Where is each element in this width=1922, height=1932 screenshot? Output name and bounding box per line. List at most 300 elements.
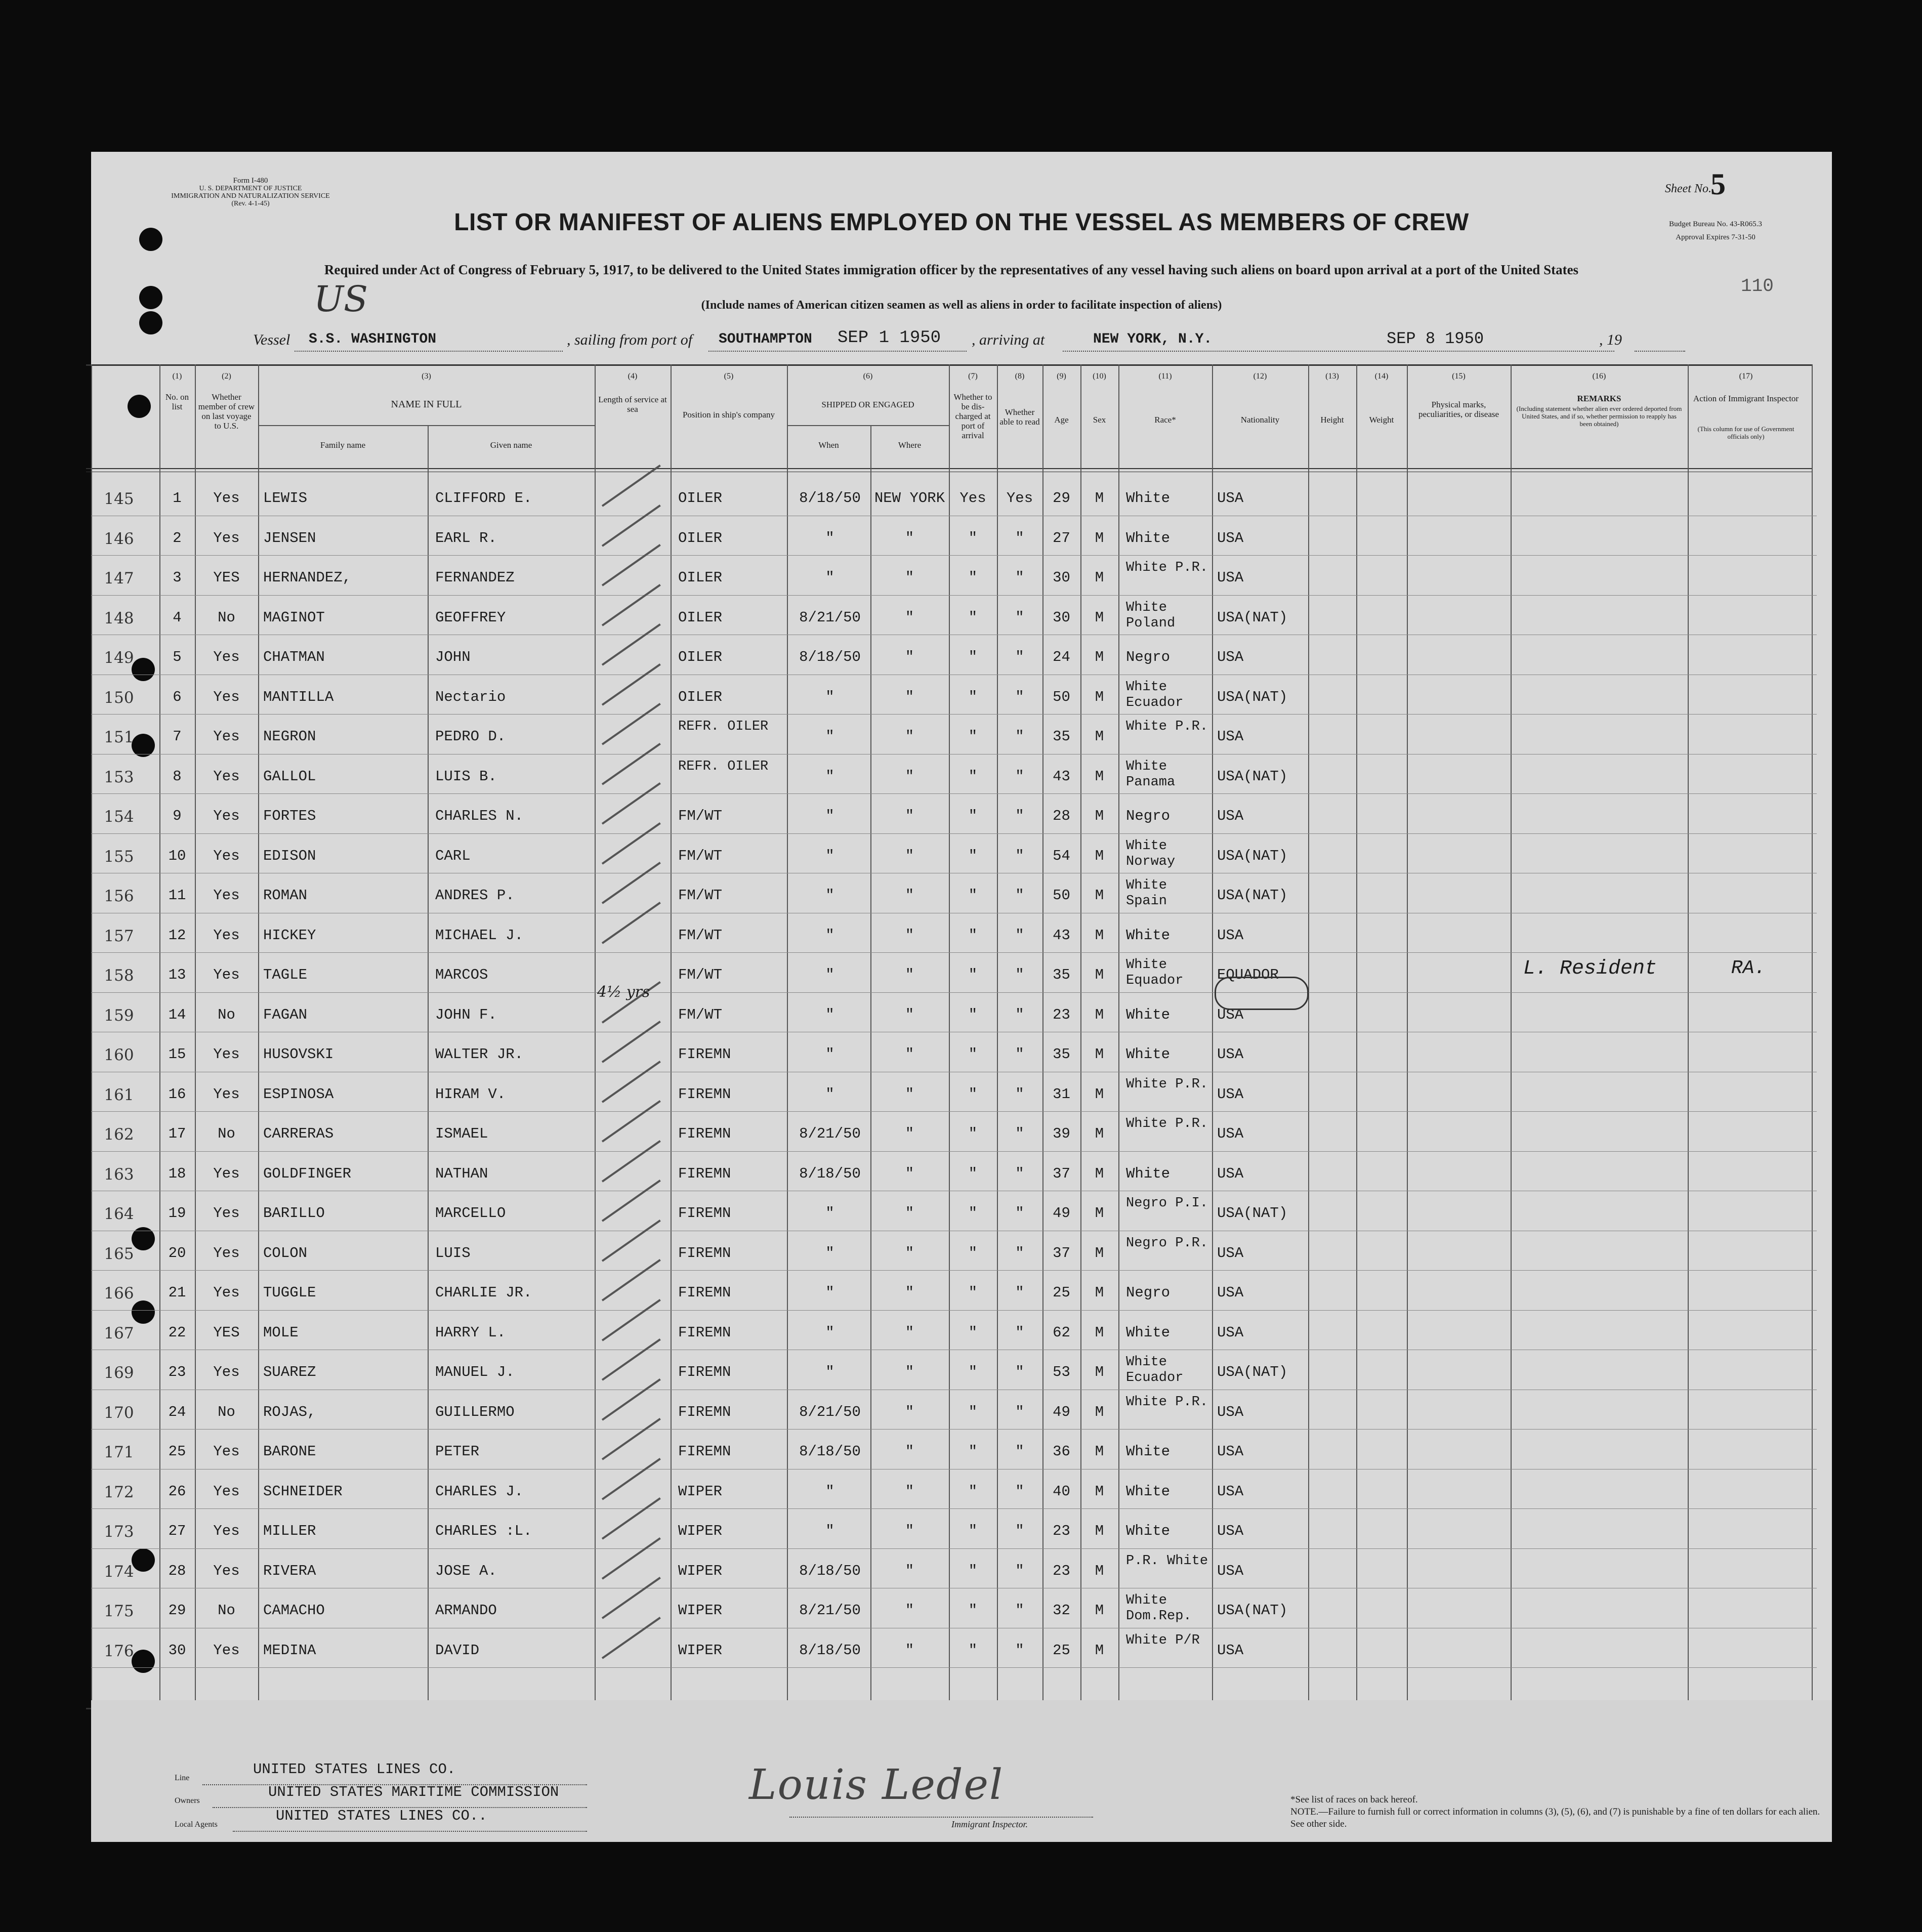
nationality-cell: USA xyxy=(1217,649,1244,665)
discharged-cell: " xyxy=(968,927,978,944)
punch-hole xyxy=(132,1300,155,1324)
able-read-cell: " xyxy=(1015,1642,1024,1659)
able-read-cell: " xyxy=(1015,688,1024,705)
nationality-cell: USA xyxy=(1217,1443,1244,1460)
column-rule xyxy=(671,364,672,1708)
pencil-slash-mark xyxy=(602,703,661,745)
header-position: Position in ship's company xyxy=(682,410,775,419)
given-name-cell: MARCOS xyxy=(435,967,488,983)
prev-voyage-cell: Yes xyxy=(213,1642,240,1659)
nationality-cell: USA xyxy=(1217,1006,1244,1023)
header-shipped-engaged: SHIPPED OR ENGAGED xyxy=(821,400,914,409)
shipped-when-cell: " xyxy=(825,1364,834,1380)
shipped-where-cell: " xyxy=(905,887,914,904)
position-cell: FIREMN xyxy=(678,1324,731,1341)
given-name-cell: DAVID xyxy=(435,1642,480,1659)
given-name-cell: CARL xyxy=(435,847,471,864)
given-name-cell: MARCELLO xyxy=(435,1205,506,1222)
nationality-cell: USA xyxy=(1217,569,1244,586)
race-cell: White Spain xyxy=(1126,878,1167,909)
shipped-when-cell: " xyxy=(825,1284,834,1301)
age-cell: 29 xyxy=(1053,490,1070,507)
shipped-when-cell: 8/18/50 xyxy=(799,1165,861,1182)
col-num: (2) xyxy=(222,372,231,381)
column-rule xyxy=(1356,364,1357,1708)
given-name-cell: CLIFFORD E. xyxy=(435,490,532,507)
shipped-when-cell: " xyxy=(825,1046,834,1063)
discharged-cell: " xyxy=(968,1085,978,1103)
prev-voyage-cell: No xyxy=(218,1125,235,1142)
age-cell: 36 xyxy=(1053,1443,1070,1460)
position-cell: OILER xyxy=(678,609,723,626)
prev-voyage-cell: Yes xyxy=(213,1443,240,1460)
line-number: 163 xyxy=(104,1165,134,1184)
column-rule xyxy=(1511,364,1512,1708)
pencil-slash-mark xyxy=(602,1617,661,1659)
shipped-where-cell: NEW YORK xyxy=(874,490,945,507)
column-rule xyxy=(997,364,998,1708)
pencil-slash-mark xyxy=(602,902,661,944)
family-name-cell: CHATMAN xyxy=(263,649,325,665)
age-cell: 49 xyxy=(1053,1205,1070,1222)
nationality-cell: USA xyxy=(1217,1165,1244,1182)
shipped-when-cell: 8/21/50 xyxy=(799,609,861,626)
sex-cell: M xyxy=(1095,1602,1104,1619)
line-number: 174 xyxy=(104,1562,134,1581)
row-number: 14 xyxy=(168,1006,186,1023)
prev-voyage-cell: Yes xyxy=(213,1483,240,1500)
discharged-cell: " xyxy=(968,1642,978,1659)
form-number: Form I-480 xyxy=(233,177,268,185)
shipped-when-cell: " xyxy=(825,1006,834,1023)
position-cell: FIREMN xyxy=(678,1443,731,1460)
family-name-cell: JENSEN xyxy=(263,529,316,547)
able-read-cell: " xyxy=(1015,609,1024,626)
age-cell: 25 xyxy=(1053,1284,1070,1301)
pencil-slash-mark xyxy=(602,1418,661,1460)
position-cell: FIREMN xyxy=(678,1125,731,1142)
position-cell: FM/WT xyxy=(678,808,723,824)
form-revision: (Rev. 4-1-45) xyxy=(231,200,270,207)
position-cell: OILER xyxy=(678,529,723,547)
race-cell: White Dom.Rep. xyxy=(1126,1593,1192,1624)
family-name-cell: BARILLO xyxy=(263,1205,325,1222)
prev-voyage-cell: No xyxy=(218,1602,235,1619)
shipped-where-cell: " xyxy=(905,1642,914,1659)
discharged-cell: " xyxy=(968,1443,978,1460)
family-name-cell: ROMAN xyxy=(263,887,308,904)
nationality-cell: USA xyxy=(1217,927,1244,944)
prev-voyage-cell: Yes xyxy=(213,490,240,507)
owners-label: Owners xyxy=(175,1796,200,1805)
able-read-cell: " xyxy=(1015,1244,1024,1262)
able-read-cell: " xyxy=(1015,1205,1024,1222)
family-name-cell: COLON xyxy=(263,1244,308,1262)
form-identifier xyxy=(167,177,334,207)
inspector-signature: Louis Ledel xyxy=(749,1761,1004,1809)
year-label: , 19 xyxy=(1599,331,1622,348)
shipped-when-cell: 8/18/50 xyxy=(799,1443,861,1460)
race-cell: White P.R. xyxy=(1126,560,1208,575)
shipped-where-cell: " xyxy=(905,927,914,944)
shipped-when-cell: " xyxy=(825,529,834,547)
header-remarks: REMARKS xyxy=(1577,394,1621,403)
age-cell: 32 xyxy=(1053,1602,1070,1619)
shipped-when-cell: " xyxy=(825,887,834,904)
able-read-cell: " xyxy=(1015,768,1024,785)
line-number: 159 xyxy=(104,1006,134,1025)
header-length-service: Length of service at sea xyxy=(598,395,667,414)
row-rule xyxy=(91,992,1817,993)
family-name-cell: SUAREZ xyxy=(263,1364,316,1380)
race-cell: White xyxy=(1126,1046,1171,1063)
shipped-when-cell: 8/21/50 xyxy=(799,1403,861,1420)
line-number: 147 xyxy=(104,569,134,587)
nationality-cell: USA(NAT) xyxy=(1217,768,1288,785)
race-cell: White P.R. xyxy=(1126,1394,1208,1410)
header-action: Action of Immigrant Inspector xyxy=(1693,394,1799,403)
family-name-cell: CAMACHO xyxy=(263,1602,325,1619)
nationality-cell: USA(NAT) xyxy=(1217,1602,1288,1619)
line-number: 156 xyxy=(104,887,134,905)
row-number: 27 xyxy=(168,1523,186,1539)
position-cell: WIPER xyxy=(678,1483,723,1500)
column-rule xyxy=(1308,364,1309,1708)
able-read-cell: Yes xyxy=(1006,490,1033,507)
position-cell: FM/WT xyxy=(678,967,723,983)
nationality-cell: USA xyxy=(1217,1085,1244,1103)
pencil-slash-mark xyxy=(602,505,661,547)
position-cell: FM/WT xyxy=(678,927,723,944)
sex-cell: M xyxy=(1095,609,1104,626)
shipped-where-cell: " xyxy=(905,1324,914,1341)
row-number: 9 xyxy=(173,808,182,824)
family-name-cell: GALLOL xyxy=(263,768,316,785)
able-read-cell: " xyxy=(1015,649,1024,665)
position-cell: FIREMN xyxy=(678,1165,731,1182)
line-number: 164 xyxy=(104,1205,134,1223)
requirement-statement: Required under Act of Congress of February 5, 1917, to be delivered to the United States immigration officer by the representatives of any vessel having such aliens on board upon arrival at a port of the United States xyxy=(324,262,1579,277)
sex-cell: M xyxy=(1095,1284,1104,1301)
punch-hole xyxy=(139,311,162,334)
pencil-slash-mark xyxy=(602,1259,661,1301)
race-cell: Negro xyxy=(1126,808,1171,824)
nationality-cell: USA(NAT) xyxy=(1217,1364,1288,1380)
header-action-sub: (This column for use of Government officials only) xyxy=(1697,425,1794,440)
discharged-cell: " xyxy=(968,529,978,547)
line-number: 149 xyxy=(104,649,134,667)
row-number: 5 xyxy=(173,649,182,665)
given-name-cell: JOHN xyxy=(435,649,471,665)
given-name-cell: GEOFFREY xyxy=(435,609,506,626)
header-nationality: Nationality xyxy=(1240,415,1280,425)
sex-cell: M xyxy=(1095,1523,1104,1539)
row-number: 15 xyxy=(168,1046,186,1063)
header-family-name: Family name xyxy=(320,440,366,450)
family-name-cell: FORTES xyxy=(263,808,316,824)
action-cell: RA. xyxy=(1731,957,1766,979)
able-read-cell: " xyxy=(1015,1085,1024,1103)
vessel-name: S.S. WASHINGTON xyxy=(309,331,437,347)
pencil-slash-mark xyxy=(602,862,661,904)
age-cell: 37 xyxy=(1053,1244,1070,1262)
sex-cell: M xyxy=(1095,887,1104,904)
discharged-cell: " xyxy=(968,1403,978,1420)
nationality-cell: EQUADOR xyxy=(1217,967,1279,983)
pencil-slash-mark xyxy=(602,623,661,666)
col-num: (7) xyxy=(968,372,978,381)
sex-cell: M xyxy=(1095,1403,1104,1420)
prev-voyage-cell: Yes xyxy=(213,1244,240,1262)
given-name-cell: CHARLES J. xyxy=(435,1483,524,1500)
shipped-where-cell: " xyxy=(905,1403,914,1420)
shipped-where-cell: " xyxy=(905,1006,914,1023)
race-cell: White xyxy=(1126,490,1171,507)
discharged-cell: " xyxy=(968,1483,978,1500)
age-cell: 39 xyxy=(1053,1125,1070,1142)
race-cell: White Panama xyxy=(1126,759,1176,790)
header-height: Height xyxy=(1320,415,1344,425)
family-name-cell: FAGAN xyxy=(263,1006,308,1023)
age-cell: 43 xyxy=(1053,768,1070,785)
shipped-where-cell: " xyxy=(905,649,914,665)
col-num: (5) xyxy=(724,372,734,381)
pencil-slash-mark xyxy=(602,1378,661,1421)
family-name-cell: SCHNEIDER xyxy=(263,1483,343,1500)
line-number: 154 xyxy=(104,808,134,826)
nationality-cell: USA xyxy=(1217,1483,1244,1500)
able-read-cell: " xyxy=(1015,887,1024,904)
line-number: 176 xyxy=(104,1642,134,1660)
vessel-label: Vessel xyxy=(253,331,290,348)
line-number: 158 xyxy=(104,967,134,985)
family-name-cell: MAGINOT xyxy=(263,609,325,626)
shipped-when-cell: 8/18/50 xyxy=(799,490,861,507)
pencil-slash-mark xyxy=(602,663,661,706)
races-note: *See list of races on back hereof. xyxy=(1290,1794,1418,1805)
race-cell: Negro P.I. xyxy=(1126,1196,1208,1211)
shipped-when-cell: " xyxy=(825,569,834,586)
race-cell: P.R. White xyxy=(1126,1553,1208,1569)
family-name-cell: BARONE xyxy=(263,1443,316,1460)
row-number: 10 xyxy=(168,847,186,864)
sex-cell: M xyxy=(1095,1364,1104,1380)
age-cell: 30 xyxy=(1053,609,1070,626)
arriving-label: , arriving at xyxy=(972,331,1045,348)
shipped-when-cell: " xyxy=(825,1324,834,1341)
dotted-line xyxy=(233,1831,587,1832)
prev-voyage-cell: Yes xyxy=(213,1562,240,1579)
discharged-cell: " xyxy=(968,1562,978,1579)
shipped-when-cell: " xyxy=(825,1244,834,1262)
able-read-cell: " xyxy=(1015,1602,1024,1619)
row-number: 6 xyxy=(173,688,182,705)
race-cell: White xyxy=(1126,1523,1171,1539)
departure-port: SOUTHAMPTON xyxy=(719,331,812,347)
shipped-where-cell: " xyxy=(905,569,914,586)
family-name-cell: EDISON xyxy=(263,847,316,864)
col-num: (11) xyxy=(1158,372,1172,381)
shipped-where-cell: " xyxy=(905,1523,914,1539)
position-cell: WIPER xyxy=(678,1642,723,1659)
sex-cell: M xyxy=(1095,1244,1104,1262)
subheader-rule xyxy=(258,425,595,426)
family-name-cell: RIVERA xyxy=(263,1562,316,1579)
remarks-cell: L. Resident xyxy=(1523,957,1657,980)
age-cell: 54 xyxy=(1053,847,1070,864)
race-cell: White xyxy=(1126,1324,1171,1341)
nationality-cell: USA xyxy=(1217,1046,1244,1063)
row-rule xyxy=(91,1508,1817,1509)
family-name-cell: TUGGLE xyxy=(263,1284,316,1301)
discharged-cell: " xyxy=(968,1284,978,1301)
line-number: 167 xyxy=(104,1324,134,1342)
position-cell: FIREMN xyxy=(678,1205,731,1222)
sex-cell: M xyxy=(1095,1165,1104,1182)
age-cell: 49 xyxy=(1053,1403,1070,1420)
row-number: 29 xyxy=(168,1602,186,1619)
pencil-slash-mark xyxy=(602,782,661,825)
shipped-where-cell: " xyxy=(905,1085,914,1103)
row-number: 8 xyxy=(173,768,182,785)
shipped-where-cell: " xyxy=(905,1046,914,1063)
prev-voyage-cell: Yes xyxy=(213,529,240,547)
sex-cell: M xyxy=(1095,1483,1104,1500)
column-rule xyxy=(195,364,196,1708)
shipped-when-cell: " xyxy=(825,1483,834,1500)
sex-cell: M xyxy=(1095,1085,1104,1103)
column-rule xyxy=(1407,364,1408,1708)
nationality-cell: USA(NAT) xyxy=(1217,688,1288,705)
position-cell: FIREMN xyxy=(678,1284,731,1301)
shipped-where-cell: " xyxy=(905,1443,914,1460)
family-name-cell: CARRERAS xyxy=(263,1125,334,1142)
family-name-cell: GOLDFINGER xyxy=(263,1165,352,1182)
line-number: 170 xyxy=(104,1403,134,1422)
row-number: 23 xyxy=(168,1364,186,1380)
row-number: 25 xyxy=(168,1443,186,1460)
circled-nationality xyxy=(1215,977,1309,1010)
race-cell: Negro P.R. xyxy=(1126,1235,1208,1251)
discharged-cell: " xyxy=(968,887,978,904)
line-number: 151 xyxy=(104,728,134,746)
discharged-cell: " xyxy=(968,1125,978,1142)
sex-cell: M xyxy=(1095,529,1104,547)
able-read-cell: " xyxy=(1015,927,1024,944)
age-cell: 24 xyxy=(1053,649,1070,665)
position-cell: FM/WT xyxy=(678,887,723,904)
row-number: 12 xyxy=(168,927,186,944)
able-read-cell: " xyxy=(1015,847,1024,864)
race-cell: White xyxy=(1126,1483,1171,1500)
race-cell: White Ecuador xyxy=(1126,1355,1184,1385)
pencil-slash-mark xyxy=(602,1180,661,1222)
given-name-cell: Nectario xyxy=(435,688,506,705)
shipped-where-cell: " xyxy=(905,609,914,626)
prev-voyage-cell: Yes xyxy=(213,649,240,665)
pencil-slash-mark xyxy=(602,584,661,626)
pencil-slash-mark xyxy=(602,822,661,865)
discharged-cell: " xyxy=(968,967,978,983)
nationality-cell: USA xyxy=(1217,808,1244,824)
shipped-where-cell: " xyxy=(905,1125,914,1142)
column-rule xyxy=(428,425,429,1708)
given-name-cell: CHARLES N. xyxy=(435,808,524,824)
sex-cell: M xyxy=(1095,967,1104,983)
prev-voyage-cell: YES xyxy=(213,1324,240,1341)
line-label: Line xyxy=(175,1774,190,1782)
col-num: (14) xyxy=(1374,372,1389,381)
prev-voyage-cell: Yes xyxy=(213,1165,240,1182)
owners-name: UNITED STATES MARITIME COMMISSION xyxy=(268,1784,559,1800)
discharged-cell: " xyxy=(968,649,978,665)
row-number: 7 xyxy=(173,728,182,745)
shipped-where-cell: " xyxy=(905,808,914,824)
given-name-cell: CHARLES :L. xyxy=(435,1523,532,1539)
discharged-cell: " xyxy=(968,768,978,785)
row-rule xyxy=(91,555,1817,556)
header-given-name: Given name xyxy=(490,440,532,450)
prev-voyage-cell: Yes xyxy=(213,808,240,824)
prev-voyage-cell: Yes xyxy=(213,1205,240,1222)
line-number: 153 xyxy=(104,768,134,786)
subheader-rule xyxy=(787,425,949,426)
able-read-cell: " xyxy=(1015,1562,1024,1579)
given-name-cell: HARRY L. xyxy=(435,1324,506,1341)
header-remarks-sub: (Including statement whether alien ever ordered deported from United States, and if so, whether permission to reapply has been obtained) xyxy=(1516,405,1682,428)
line-number: 165 xyxy=(104,1244,134,1263)
agents-name: UNITED STATES LINES CO.. xyxy=(276,1808,487,1824)
age-cell: 50 xyxy=(1053,688,1070,705)
discharged-cell: Yes xyxy=(959,490,986,507)
race-cell: Negro xyxy=(1126,1284,1171,1301)
sex-cell: M xyxy=(1095,649,1104,665)
footer-notes xyxy=(1290,1794,1822,1830)
age-cell: 62 xyxy=(1053,1324,1070,1341)
discharged-cell: " xyxy=(968,808,978,824)
punch-hole xyxy=(128,395,151,418)
sex-cell: M xyxy=(1095,688,1104,705)
row-number: 4 xyxy=(173,609,182,626)
service-name: IMMIGRATION AND NATURALIZATION SERVICE xyxy=(171,192,330,200)
able-read-cell: " xyxy=(1015,728,1024,745)
pencil-slash-mark xyxy=(602,1497,661,1540)
given-name-cell: JOSE A. xyxy=(435,1562,497,1579)
position-cell: FIREMN xyxy=(678,1085,731,1103)
prev-voyage-cell: Yes xyxy=(213,1364,240,1380)
row-rule xyxy=(91,793,1817,794)
nationality-cell: USA xyxy=(1217,529,1244,547)
discharged-cell: " xyxy=(968,728,978,745)
row-number: 1 xyxy=(173,490,182,507)
sex-cell: M xyxy=(1095,1443,1104,1460)
family-name-cell: TAGLE xyxy=(263,967,308,983)
dotted-line xyxy=(1063,351,1614,352)
discharged-cell: " xyxy=(968,688,978,705)
able-read-cell: " xyxy=(1015,1046,1024,1063)
line-number: 162 xyxy=(104,1125,134,1144)
col-num: (9) xyxy=(1057,372,1066,381)
nationality-cell: USA(NAT) xyxy=(1217,609,1288,626)
family-name-cell: ROJAS, xyxy=(263,1403,316,1420)
able-read-cell: " xyxy=(1015,808,1024,824)
header-discharged: Whether to be dis-charged at port of arrival xyxy=(953,392,992,440)
race-cell: White Norway xyxy=(1126,838,1176,869)
pencil-slash-mark xyxy=(602,1299,661,1341)
row-number: 3 xyxy=(173,569,182,586)
row-number: 11 xyxy=(168,887,186,904)
race-cell: White xyxy=(1126,1443,1171,1460)
